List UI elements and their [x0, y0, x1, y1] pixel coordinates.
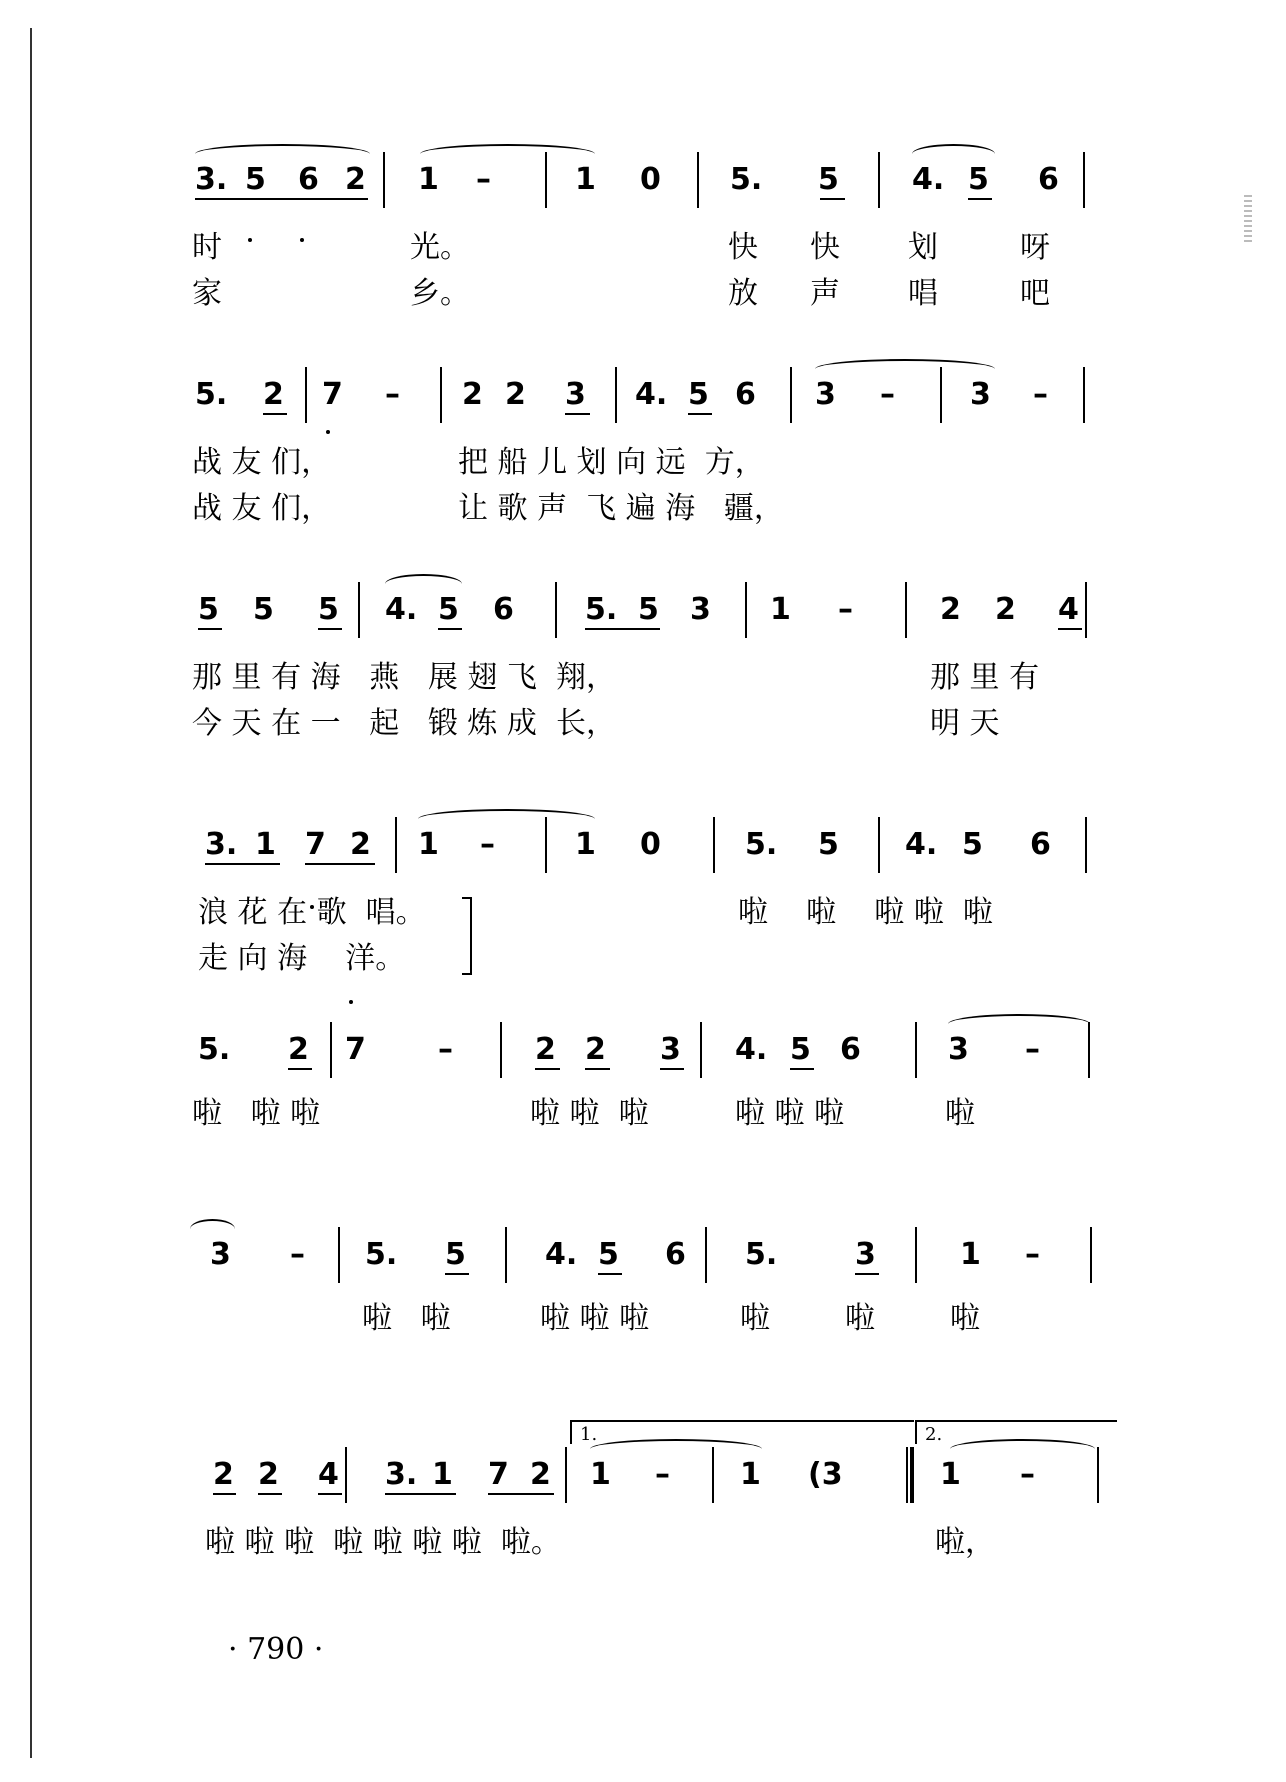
duration-underline	[688, 413, 712, 415]
lyric-text: 那 里 有	[930, 660, 1040, 695]
barline	[905, 582, 907, 638]
note: –	[480, 827, 495, 862]
lyric-text: 啦 啦 啦	[540, 1301, 650, 1336]
duration-underline	[298, 198, 322, 200]
duration-underline	[195, 198, 358, 200]
note: 1	[432, 1457, 453, 1492]
lyric-text: 啦 啦	[362, 1301, 451, 1336]
note: 5.	[198, 1032, 231, 1067]
note: 1	[418, 162, 439, 197]
barline	[697, 152, 699, 208]
lyric-text: 把 船 儿 划 向 远 方，	[458, 445, 765, 480]
barline	[305, 367, 307, 423]
barline	[1083, 367, 1085, 423]
barline	[1097, 1447, 1099, 1503]
note: 5	[818, 162, 839, 197]
note: –	[476, 162, 491, 197]
barline	[505, 1227, 507, 1283]
note: 1	[740, 1457, 761, 1492]
lyric-text: 放	[728, 276, 758, 311]
volta-label: 1.	[580, 1424, 598, 1445]
note: 4.	[385, 592, 418, 627]
duration-underline	[820, 198, 845, 200]
note: –	[385, 377, 400, 412]
note: 1	[255, 827, 276, 862]
duration-underline	[968, 198, 992, 200]
note: 3.	[205, 827, 238, 862]
note: 5.	[730, 162, 763, 197]
duration-underline	[585, 628, 660, 630]
note: 5	[688, 377, 709, 412]
note: 2	[585, 1032, 606, 1067]
barline	[713, 817, 715, 873]
duration-underline	[488, 1493, 554, 1495]
note: 3	[565, 377, 586, 412]
note: 3	[660, 1032, 681, 1067]
duration-underline	[855, 1273, 879, 1275]
barline	[615, 367, 617, 423]
slur-arc	[948, 1014, 1090, 1034]
note: 3	[970, 377, 991, 412]
note: 4	[1058, 592, 1079, 627]
note: 5	[790, 1032, 811, 1067]
note: 5	[968, 162, 989, 197]
note: 1	[960, 1237, 981, 1272]
verse-brace	[462, 897, 472, 975]
octave-dot	[349, 1000, 353, 1004]
lyric-text: 啦 啦 啦	[735, 1096, 845, 1131]
note: 6	[493, 592, 514, 627]
note: 5	[598, 1237, 619, 1272]
barline	[878, 152, 880, 208]
slur-arc	[912, 144, 995, 164]
note: 6	[735, 377, 756, 412]
page-number: · 790 ·	[228, 1632, 324, 1667]
note: –	[655, 1457, 670, 1492]
lyric-text: 啦	[945, 1096, 975, 1131]
note: 2	[462, 377, 483, 412]
octave-dot	[326, 430, 330, 434]
note: 4	[318, 1457, 339, 1492]
note: 3	[210, 1237, 231, 1272]
repeat-barline	[910, 1447, 914, 1503]
barline	[878, 817, 880, 873]
note: 5.	[745, 827, 778, 862]
duration-underline	[198, 628, 222, 630]
note: 2	[940, 592, 961, 627]
note: 2	[535, 1032, 556, 1067]
note: 5	[318, 592, 339, 627]
lyric-text: 啦 啦 啦	[192, 1096, 321, 1131]
lyric-text: 明 天	[930, 706, 1000, 741]
volta-label: 2.	[925, 1424, 943, 1445]
note: 5	[445, 1237, 466, 1272]
barline	[1083, 152, 1085, 208]
note: 3	[855, 1237, 876, 1272]
barline	[745, 582, 747, 638]
lyric-text: 划	[908, 230, 938, 265]
note: 2	[350, 827, 371, 862]
volta-bracket-2	[915, 1420, 1117, 1444]
note: 1	[770, 592, 791, 627]
note: 2	[530, 1457, 551, 1492]
duration-underline	[205, 863, 280, 865]
lyric-text: 唱	[908, 276, 938, 311]
note: –	[1025, 1237, 1040, 1272]
lyric-text: 啦 啦 啦 啦 啦 啦 啦 啦。	[205, 1525, 561, 1560]
duration-underline	[345, 198, 368, 200]
note: (3	[808, 1457, 843, 1492]
note: 5	[198, 592, 219, 627]
note: –	[438, 1032, 453, 1067]
slur-arc	[385, 574, 462, 594]
note: 2	[263, 377, 284, 412]
lyric-text: 啦	[740, 1301, 770, 1336]
note: 5.	[365, 1237, 398, 1272]
duration-underline	[585, 1068, 610, 1070]
lyric-text: 乡。	[410, 276, 470, 311]
note: –	[1025, 1032, 1040, 1067]
barline	[790, 367, 792, 423]
lyric-text: 快	[810, 230, 840, 265]
lyric-text: 家	[192, 276, 222, 311]
duration-underline	[535, 1068, 560, 1070]
barline	[383, 152, 385, 208]
note: 3	[690, 592, 711, 627]
slur-arc	[418, 809, 595, 829]
note: –	[1020, 1457, 1035, 1492]
note: 2	[345, 162, 366, 197]
scan-artifact	[1244, 195, 1252, 243]
lyric-text: 声	[810, 276, 840, 311]
duration-underline	[445, 1273, 469, 1275]
duration-underline	[258, 1493, 282, 1495]
note: 6	[665, 1237, 686, 1272]
slur-arc	[195, 144, 370, 164]
duration-underline	[213, 1493, 236, 1495]
lyric-text: 啦	[950, 1301, 980, 1336]
note: 1	[590, 1457, 611, 1492]
note: 5	[638, 592, 659, 627]
note: 5	[438, 592, 459, 627]
note: –	[290, 1237, 305, 1272]
lyric-text: 时	[192, 230, 222, 265]
note: 5	[818, 827, 839, 862]
note: 4.	[635, 377, 668, 412]
note: 5	[253, 592, 274, 627]
barline	[705, 1227, 707, 1283]
note: 7	[305, 827, 326, 862]
duration-underline	[305, 863, 375, 865]
barline	[345, 1447, 347, 1503]
note: –	[1033, 377, 1048, 412]
note: 2	[258, 1457, 279, 1492]
barline	[338, 1227, 340, 1283]
duration-underline	[263, 413, 287, 415]
barline	[500, 1022, 502, 1078]
note: 1	[418, 827, 439, 862]
lyric-text: 光。	[410, 230, 470, 265]
note: 3	[815, 377, 836, 412]
barline	[700, 1022, 702, 1078]
note: 2	[288, 1032, 309, 1067]
note: 3.	[385, 1457, 418, 1492]
note: 6	[1038, 162, 1059, 197]
note: 4.	[905, 827, 938, 862]
note: 5.	[195, 377, 228, 412]
barline	[565, 1447, 567, 1503]
lyric-text: 啦	[845, 1301, 875, 1336]
lyric-text: 啦 啦 啦	[530, 1096, 649, 1131]
page-margin-rule	[30, 28, 32, 1758]
note: 3	[948, 1032, 969, 1067]
barline	[358, 582, 360, 638]
lyric-text: 战 友 们，	[192, 491, 332, 526]
octave-dot	[300, 238, 304, 242]
note: –	[880, 377, 895, 412]
lyric-text: 今 天 在 一 起 锻 炼 成 长，	[192, 706, 616, 741]
lyric-text: 吧	[1020, 276, 1050, 311]
note: 6	[298, 162, 319, 197]
barline	[915, 1022, 917, 1078]
volta-bracket-1	[570, 1420, 914, 1444]
slur-arc	[420, 144, 595, 164]
note: 4.	[912, 162, 945, 197]
note: 7	[488, 1457, 509, 1492]
duration-underline	[385, 1493, 456, 1495]
note: 5.	[745, 1237, 778, 1272]
note: 7	[345, 1032, 366, 1067]
duration-underline	[660, 1068, 684, 1070]
note: 0	[640, 827, 661, 862]
lyric-text: 快	[728, 230, 758, 265]
barline	[555, 582, 557, 638]
note: 5	[245, 162, 266, 197]
duration-underline	[565, 413, 590, 415]
note: 5	[962, 827, 983, 862]
barline	[1090, 1227, 1092, 1283]
note: 4.	[545, 1237, 578, 1272]
note: –	[838, 592, 853, 627]
note: 3.	[195, 162, 228, 197]
barline	[440, 367, 442, 423]
barline	[1085, 817, 1087, 873]
lyric-text: 啦，	[935, 1525, 995, 1560]
octave-dot	[248, 238, 252, 242]
barline	[330, 1022, 332, 1078]
note: 5.	[585, 592, 618, 627]
lyric-text: 战 友 们，	[192, 445, 332, 480]
note: 0	[640, 162, 661, 197]
lyric-text: 让 歌 声 飞 遍 海 疆，	[458, 491, 784, 526]
note: 1	[575, 827, 596, 862]
note: 2	[505, 377, 526, 412]
slur-arc	[815, 359, 995, 379]
duration-underline	[598, 1273, 622, 1275]
note: 6	[1030, 827, 1051, 862]
note: 6	[840, 1032, 861, 1067]
note: 7	[322, 377, 343, 412]
barline	[1085, 582, 1087, 638]
lyric-text: 浪 花 在 歌 唱。	[198, 895, 426, 930]
barline	[915, 1227, 917, 1283]
note: 2	[995, 592, 1016, 627]
note: 2	[213, 1457, 234, 1492]
lyric-text: 啦 啦 啦 啦 啦	[738, 895, 993, 930]
lyric-text: 那 里 有 海 燕 展 翅 飞 翔，	[192, 660, 616, 695]
duration-underline	[318, 628, 342, 630]
duration-underline	[288, 1068, 312, 1070]
slur-arc	[190, 1219, 235, 1239]
note: 4.	[735, 1032, 768, 1067]
lyric-text: 走 向 海 洋。	[198, 941, 406, 976]
duration-underline	[1058, 628, 1082, 630]
note: 1	[575, 162, 596, 197]
duration-underline	[245, 198, 270, 200]
lyric-text: 呀	[1020, 230, 1050, 265]
duration-underline	[318, 1493, 342, 1495]
duration-underline	[438, 628, 462, 630]
barline	[906, 1447, 908, 1503]
barline	[395, 817, 397, 873]
note: 1	[940, 1457, 961, 1492]
duration-underline	[790, 1068, 814, 1070]
